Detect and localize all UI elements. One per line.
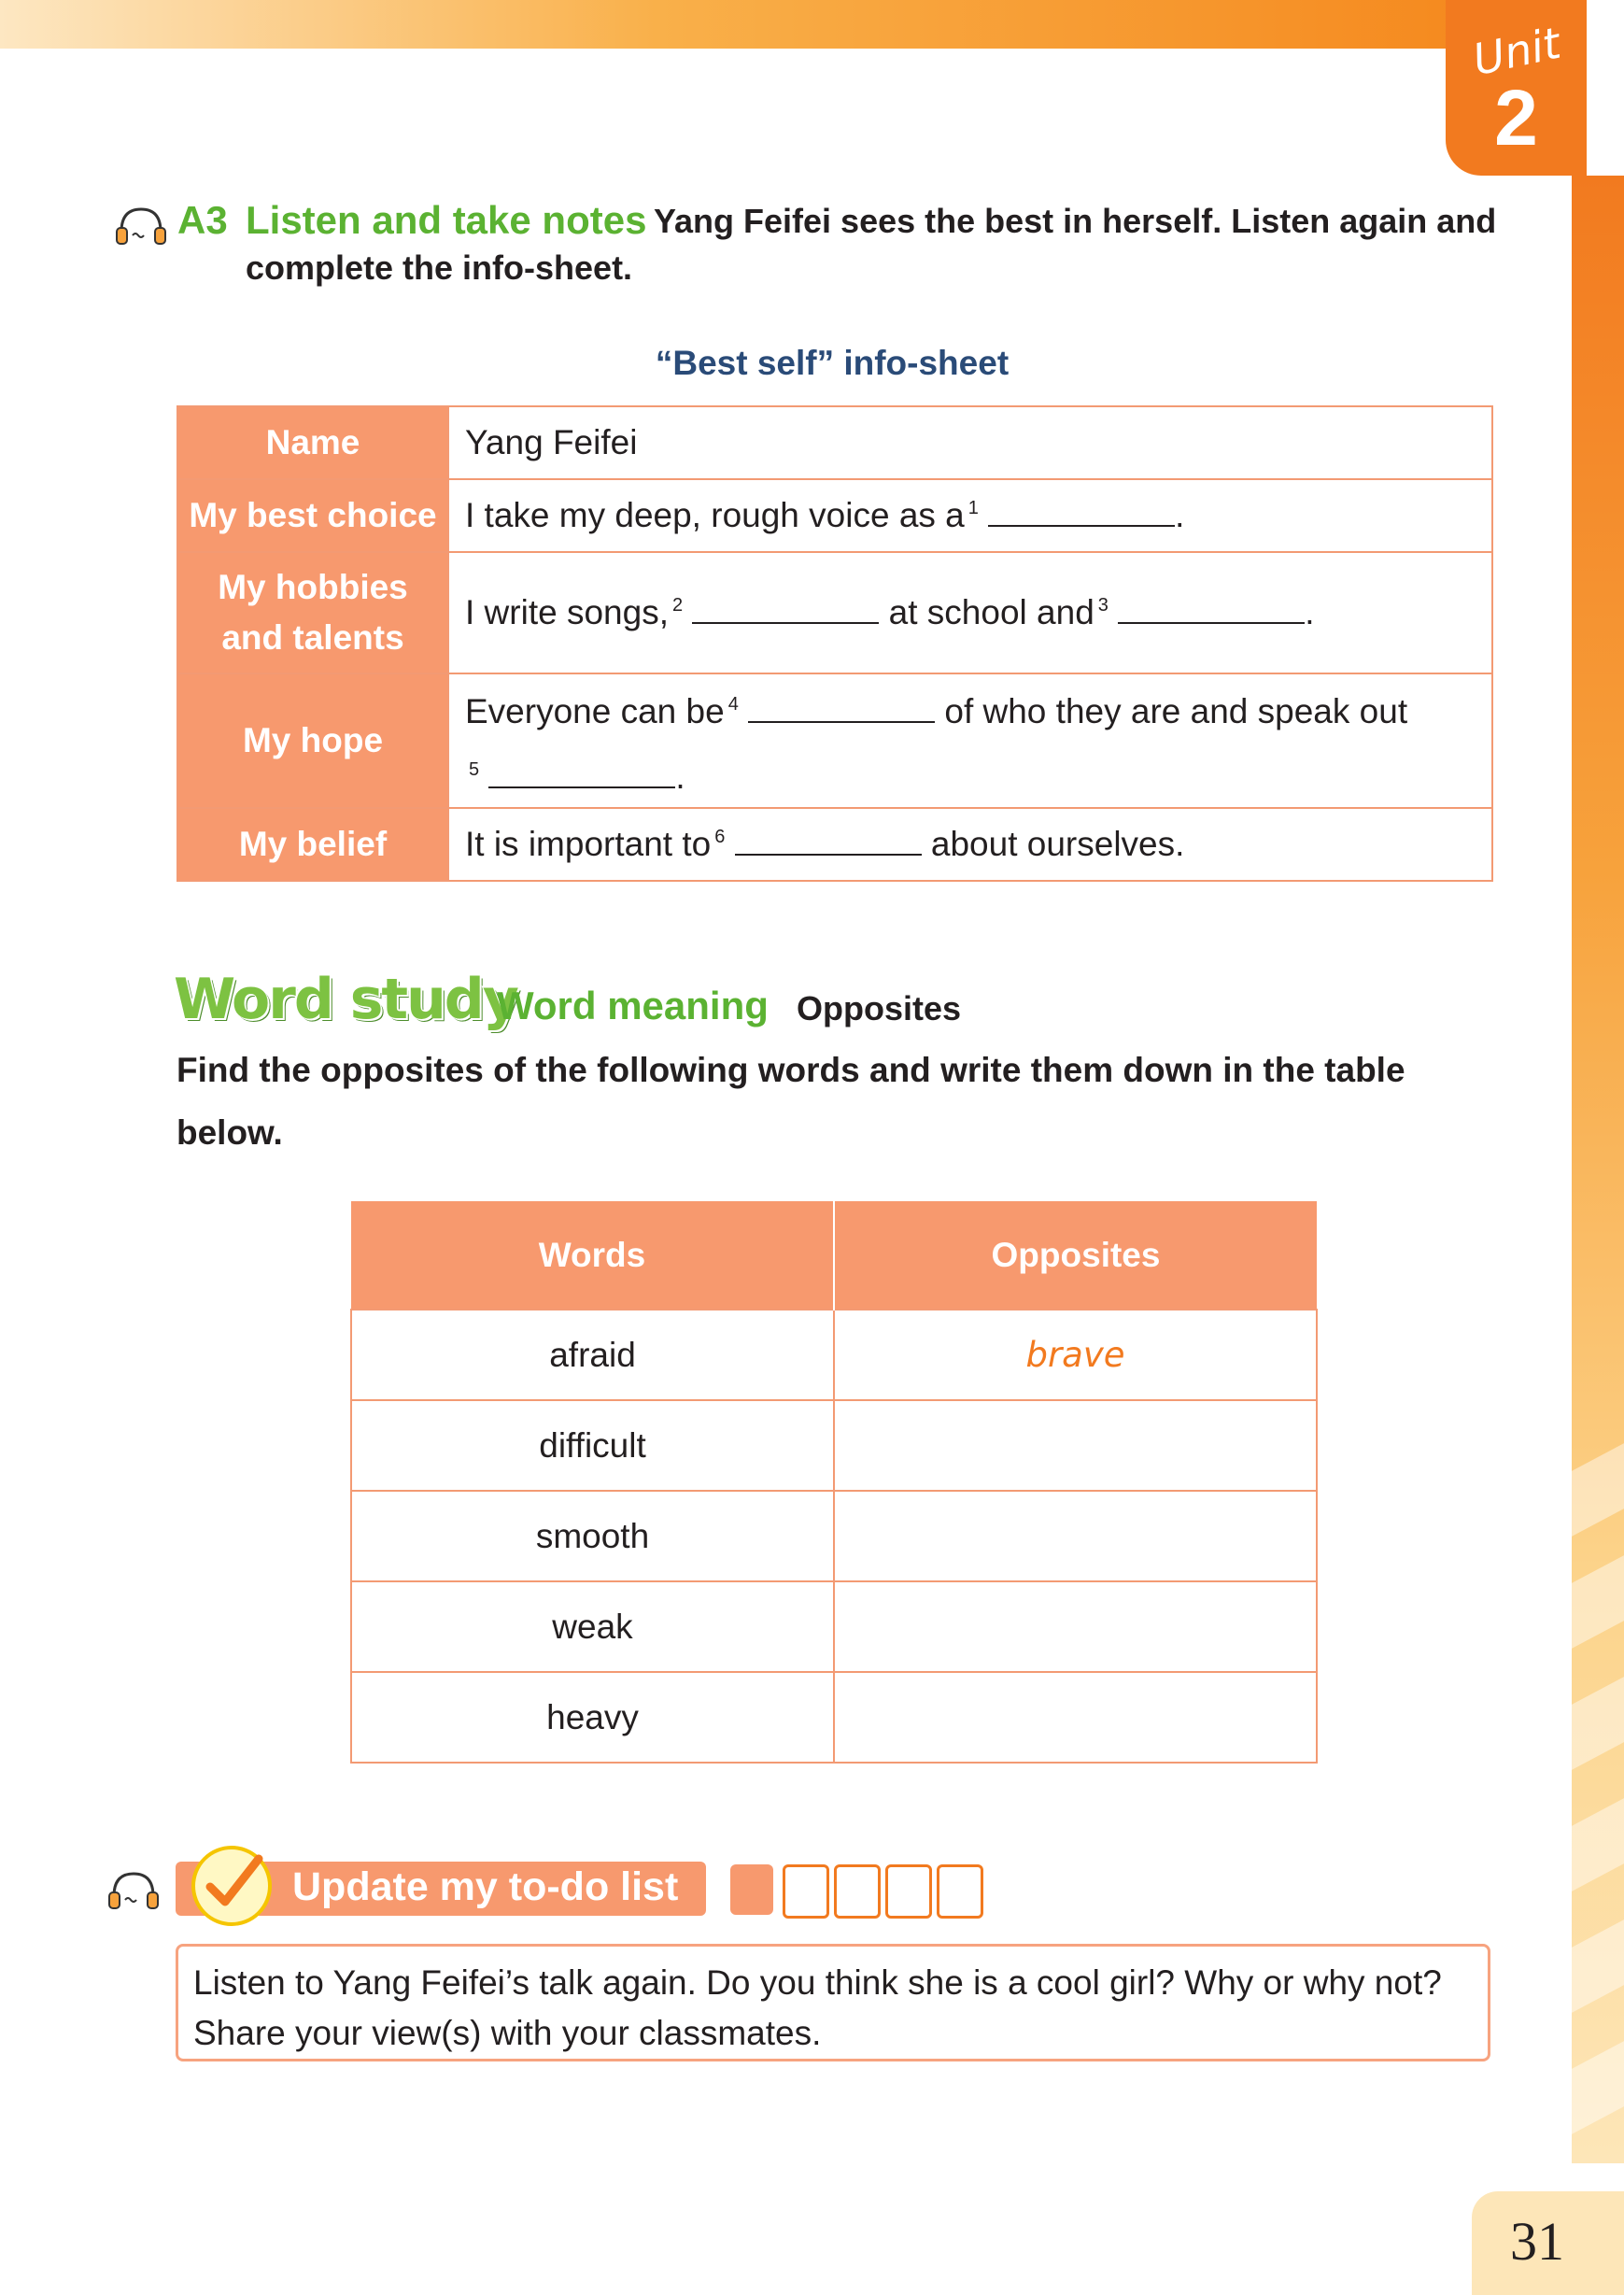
row-value: Yang Feifei	[448, 406, 1492, 479]
word-study-instruction: Find the opposites of the following words and write them down in the table below.	[177, 1051, 1405, 1152]
table-row	[177, 673, 1492, 808]
column-header: Words	[351, 1201, 834, 1310]
todo-title: Update my to-do list	[292, 1864, 679, 1909]
word-cell: afraid	[351, 1310, 834, 1400]
row-label: My belief	[177, 808, 448, 881]
progress-box[interactable]	[937, 1864, 983, 1919]
opposites-table	[350, 1201, 1318, 1764]
progress-box[interactable]	[834, 1864, 881, 1919]
unit-tab	[1446, 0, 1587, 176]
word-study-topic: Opposites	[797, 989, 962, 1027]
row-label: Name	[177, 406, 448, 479]
row-value: I take my deep, rough voice as a $^1$ .	[448, 479, 1492, 552]
top-gradient-bar	[0, 0, 1457, 49]
opposite-cell[interactable]	[834, 1491, 1317, 1581]
answer-blank[interactable]	[488, 758, 675, 788]
progress-box-filled	[730, 1864, 773, 1915]
row-value: It is important to $^6$ about ourselves.	[448, 808, 1492, 881]
table-row	[351, 1310, 1317, 1400]
word-study-logo: Word study	[174, 967, 517, 1032]
row-label: My hobbies and talents	[177, 552, 448, 673]
blank-number: 1	[967, 498, 979, 518]
activity-instruction: Yang Feifei sees the best in herself. Listen again and	[654, 202, 1497, 240]
page-number: 31	[1510, 2211, 1564, 2272]
info-sheet-title: “Best self” info-sheet	[655, 344, 1010, 382]
row-label: My hope	[177, 673, 448, 808]
table-row	[177, 406, 1492, 479]
page-number-box	[1472, 2191, 1624, 2295]
row-value: I write songs, $^2$ at school and $^3$ .	[448, 552, 1492, 673]
opposite-cell[interactable]	[834, 1672, 1317, 1763]
answer-blank[interactable]	[988, 497, 1175, 527]
table-row	[177, 479, 1492, 552]
progress-box[interactable]	[783, 1864, 829, 1919]
checkmark-icon	[191, 1846, 272, 1926]
activity-title: Listen and take notes	[246, 198, 647, 242]
table-row	[351, 1672, 1317, 1763]
word-study-subtitle: Word meaning	[497, 984, 769, 1027]
progress-box[interactable]	[885, 1864, 932, 1919]
word-cell: weak	[351, 1581, 834, 1672]
opposite-cell[interactable]	[834, 1581, 1317, 1672]
answer-blank[interactable]	[735, 826, 922, 856]
word-cell: smooth	[351, 1491, 834, 1581]
answer-blank[interactable]	[748, 693, 935, 723]
blank-number: 3	[1097, 595, 1109, 616]
headphones-icon	[112, 204, 170, 248]
table-row	[177, 552, 1492, 673]
word-cell: difficult	[351, 1400, 834, 1491]
table-row	[351, 1400, 1317, 1491]
row-label: My best choice	[177, 479, 448, 552]
opposite-cell[interactable]	[834, 1400, 1317, 1491]
answer-blank[interactable]	[692, 594, 879, 624]
todo-text: Share your view(s) with your classmates.	[193, 2014, 822, 2052]
activity-label: A3	[177, 198, 228, 242]
todo-panel	[176, 1944, 1490, 2061]
unit-word: Unit	[1468, 17, 1565, 86]
blank-number: 4	[727, 694, 739, 715]
table-row	[351, 1581, 1317, 1672]
headphones-icon	[105, 1868, 162, 1913]
table-row	[177, 808, 1492, 881]
blank-number: 6	[714, 827, 726, 847]
todo-text: Listen to Yang Feifei’s talk again. Do you think she is a cool girl? Why or why not?	[193, 1963, 1442, 2002]
blank-number: 5	[469, 759, 480, 780]
table-header-row	[351, 1201, 1317, 1310]
unit-number: 2	[1494, 74, 1538, 162]
blank-number: 2	[671, 595, 684, 616]
row-value: Everyone can be $^4$ of who they are and speak out $^5$ .	[448, 673, 1492, 808]
answer-blank[interactable]	[1118, 594, 1305, 624]
activity-instruction: complete the info-sheet.	[246, 248, 633, 287]
word-cell: heavy	[351, 1672, 834, 1763]
column-header: Opposites	[834, 1201, 1317, 1310]
table-row	[351, 1491, 1317, 1581]
opposite-cell[interactable]: brave	[834, 1310, 1317, 1400]
info-sheet-table	[177, 405, 1493, 882]
